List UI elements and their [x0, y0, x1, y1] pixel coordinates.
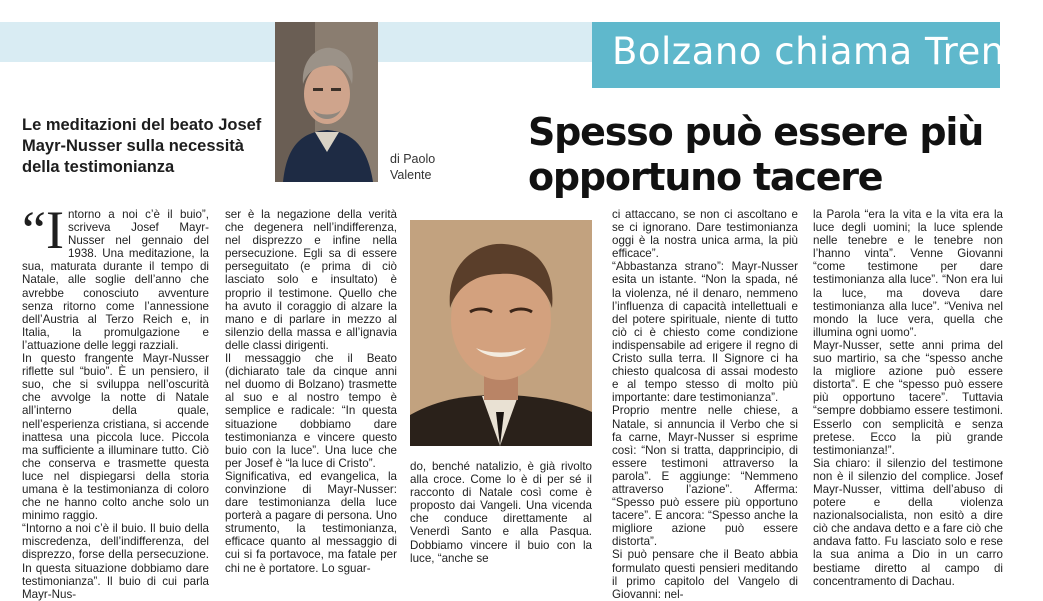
paragraph: Si può pensare che il Beato abbia formulato questi pensieri meditando il primo capitolo del Vangelo di Giovanni: nel- [612, 548, 798, 601]
section-title: Bolzano chiama Trento [612, 30, 1043, 73]
byline: di Paolo Valente [390, 152, 436, 182]
paragraph: Significativa, ed evangelica, la convinzione di Mayr-Nusser: dare testimonianza della luce porterà a pagare di persona. Uno strumento, la testimonianza, efficace quanto al messaggio di cui si fa portavoce, ma fatale per chi ne è portatore. Lo sguar- [225, 469, 397, 575]
paragraph: Sia chiaro: il silenzio del testimone non è il silenzio del complice. Josef Mayr-Nusser, vittima dell’abuso di potere e della violenza nazionalsocialista, non esitò a dire ciò che andava detto e a fare ciò che andava fatto. Fu lasciato solo e rese la sua anima a Dio in un carro bestiame diretto al campo di concentramento di Dachau. [813, 456, 1003, 588]
paragraph: ntorno a noi c’è il buio”, scriveva Josef Mayr-Nusser nel gennaio del 1938. Una meditazione, la sua, maturata durante il tempo di Natale, alle soglie dell’anno che avrebbe conosciuto avventure senza ritorno come l’annessione dell’Austria al Terzo Reich e, in Italia, la promulgazione e l’attuazione delle leggi razziali. [22, 208, 209, 352]
paragraph: ci attaccano, se non ci ascoltano e se ci ignorano. Dare testimonianza oggi è la nostra unica arma, la più efficace”. [612, 208, 798, 261]
author-photo [275, 22, 378, 182]
article-subtitle: Le meditazioni del beato Josef Mayr-Nusser sulla necessità della testimonianza [22, 116, 262, 176]
text-column-1 [22, 200, 209, 601]
text-column-3 [410, 460, 592, 565]
text-column-5 [813, 208, 1003, 588]
paragraph: Il messaggio che il Beato (dichiarato tale da cinque anni nel duomo di Bolzano) trasmette al suo e al nostro tempo è semplice e radicale: “In questa situazione dobbiamo dare testimonianza e vincere questo buio con la luce”. Una luce che per Josef è “la luce di Cristo”. [225, 352, 397, 470]
paragraph: In questo frangente Mayr-Nusser riflette sul “buio”. È un pensiero, il suo, che si sviluppa nell’oscurità che avvolge la notte di Natale all’interno della quale, nell’esperienza cristiana, si accende inattesa una piccola luce. Piccola ma sufficiente a illuminare tutto. Ciò che conserva e trasmette questa luce nel dispiegarsi della storia umana è la testimonianza di coloro che ne hanno colto anche solo un minimo raggio. [22, 352, 209, 523]
paragraph: Mayr-Nusser, sette anni prima del suo martirio, sa che “spesso anche la migliore azione può essere distorta”. E che “spesso può essere più opportuno tacere”. Tuttavia “sempre dobbiamo essere testimoni. Esserlo con semplicità e senza pretese. Ecco la più grande testimonianza!”. [813, 338, 1003, 457]
portrait-photo [410, 220, 592, 446]
paragraph: la Parola “era la vita e la vita era la luce degli uomini; la luce splende nelle tenebre e le tenebre non l’hanno vinta”. Venne Giovanni “come testimone per dare testimonianza alla luce”. “Non era lui la luce, ma doveva dare testimonianza alla luce”. “Veniva nel mondo la luce vera, quella che illumina ogni uomo”. [813, 208, 1003, 339]
drop-cap: “I [22, 200, 64, 260]
text-column-4 [612, 208, 798, 601]
text-column-2 [225, 208, 397, 575]
headline: Spesso può essere più opportuno tacere [528, 110, 984, 199]
paragraph: do, benché natalizio, è già rivolto alla croce. Come lo è di per sé il racconto di Natale così come è proposto dai Vangeli. Una vicenda che conduce direttamente al Venerdì Santo e alla Pasqua. Dobbiamo vincere il buio con la luce, “anche se [410, 460, 592, 565]
paragraph: “Intorno a noi c’è il buio. Il buio della miscredenza, dell’indifferenza, del disprezzo, forse della persecuzione. In questa situazione dobbiamo dare testimonianza”. Il buio di cui parla Mayr-Nus- [22, 522, 209, 601]
paragraph: Proprio mentre nelle chiese, a Natale, si annuncia il Verbo che si fa carne, Mayr-Nusser si esprime così: “Non si tratta, dapprincipio, di essere testimoni attraverso la parola”. E aggiunge: “Nemmeno attraverso l’azione”. Afferma: “Spesso può essere più opportuno tacere”. E ancora: “Spesso anche la migliore azione può essere distorta”. [612, 404, 798, 549]
paragraph: “Abbastanza strano”: Mayr-Nusser esita un istante. “Non la spada, né la violenza, né il denaro, nemmeno l’influenza di capacità intellettuali e del potere spirituale, niente di tutto ciò ci è chiesto come condizione indispensabile ad erigere il regno di Cristo sulla terra. Il Signore ci ha chiesto qualcosa di assai modesto e al tempo stesso di molto più importante: dare testimonianza”. [612, 260, 798, 405]
paragraph: ser è la negazione della verità che degenera nell’indifferenza, nel disprezzo e infine nella persecuzione. Egli sa di essere perseguitato (e prima di ciò lasciato solo e insultato) è proprio il testimone. Quello che ha avuto il coraggio di alzare la mano e di parlare in mezzo al silenzio della massa e all’ignavia delle classi dirigenti. [225, 208, 397, 352]
